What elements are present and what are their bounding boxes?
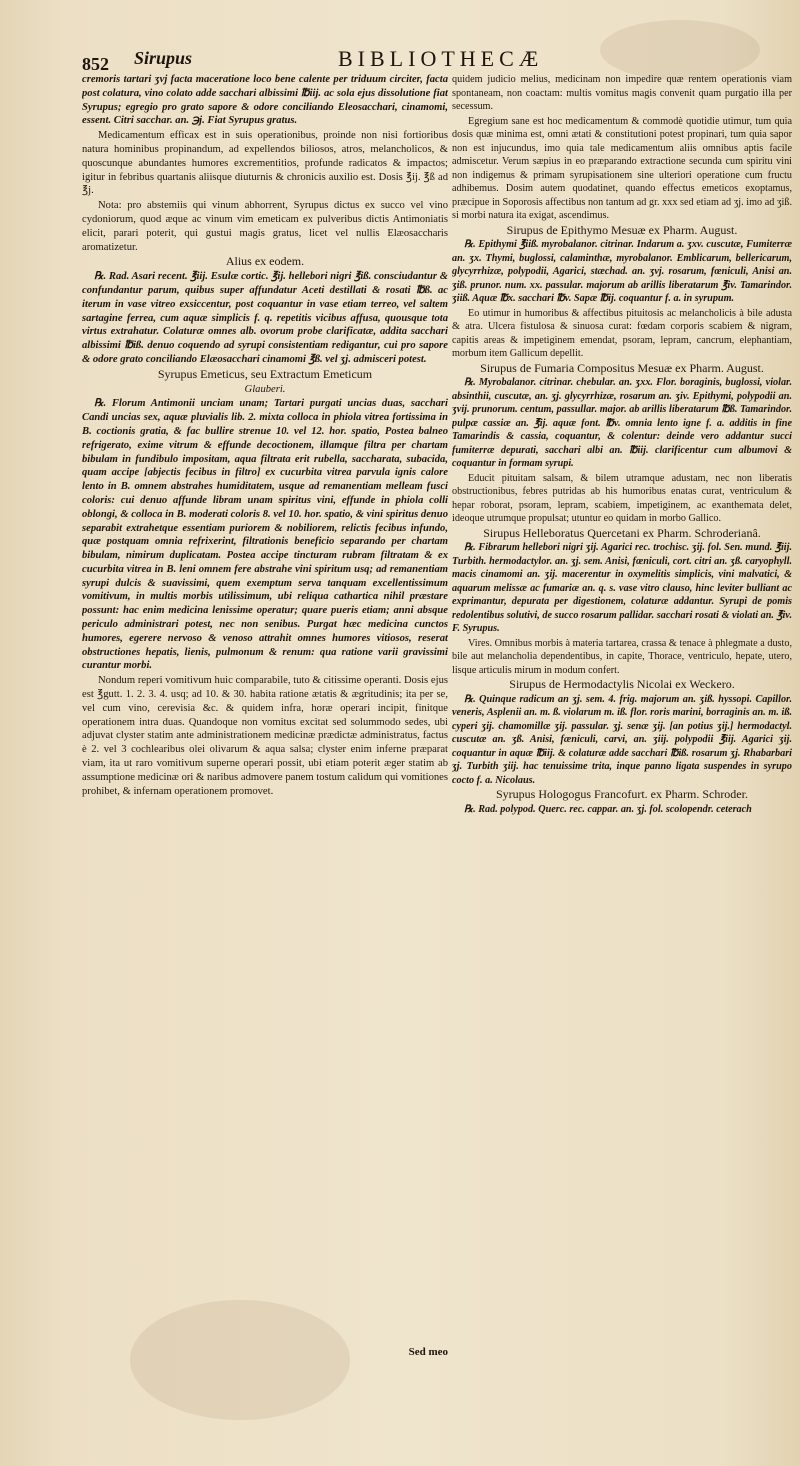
paragraph: Vires. Omnibus morbis à materia tartarea, crassa & tenace à phlegmate a dusto, bile aut melancholia dependentibus, in capite, Thorace, ventriculo, hepate, utero, lisque articulis mirum in modum confert.	[452, 637, 792, 676]
paragraph: ℞. Florum Antimonii unciam unam; Tartari purgati uncias duas, sacchari Candi uncias sex, aquæ pluvialis lib. 2. mixta colloca in phiola vitrea fortissima in B. coctionis gratia, & fac bullire strenue 10. vel 12. hor. spatio, Postea balneo refrigerato, exime vitrum & effunde decoctionem, illamque filtra per chartam bibulam in fundibulo impositam, aqua filtrata erit rubella, saccharata, subacida, quam accipe [abjectis fecibus in filtro] ex cucurbita vitrea parvula ignis calore lento in B. omnem abstrahes humiditatem, usque ad remanentiam melleam fusci coloris: cui denuo affunde libram unam spiritus vini, effunde in phiola colli oblongi, & colloca in B. moderati coloris 8. vel 10. hor. spatio, & vini spiritus denuo separabit extrahetque essentiam puriorem & nobiliorem, relictis fecibus infundo, quæ postquam omnia refrixerint, filtrationis beneficio separando per chartam bibulam, nimirum duplicatam. Postea accipe tincturam rubram filtratam & ex cucurbita vitrea in B. leni omnem fere abstrahe vini spiritum usq; ad remanentiam syrupi dulcis & suavissimi, quem exemptum serva tanquam excellentissimum vomitivum, in multis morbis utilissimum, ubi reliqua cathartica nihil præstare possunt: hac enim medicina lenissime operatur; quare pueris etiam; anni absque periculo administrari potest, nec non senibus. Purgat hæc medicina cunctos humores, egerere nervoso & venoso attrahit omnes humores vitiosos, reserat obstructiones hepatis, lienis, pulmonum & renum: qua ratione varii gravissimi curantur morbi.	[82, 398, 448, 672]
footer	[82, 1346, 448, 1358]
paragraph: Syrupus Hologogus Francofurt. ex Pharm. Schroder.	[496, 787, 748, 801]
left-column	[82, 73, 448, 1363]
paragraph: Educit pituitam salsam, & bilem utramque adustam, nec non liberatis obstructionibus, febres putridas ab his humoribus enatas curat, ventriculum & hepar roborat, psoram, lepram, scabiem, impetiginem, ac exanthemata delet, ideoque utrumque propulsat; utuntur eo quidam in morbo Gallico.	[452, 472, 792, 524]
paragraph: Sirupus de Epithymo Mesuæ ex Pharm. August.	[506, 222, 738, 237]
page-number: 852	[82, 54, 109, 74]
paragraph: quidem judicio melius, medicinam non impedire quæ rentem operationis viam spontaneam, non coactam: multis vomitus magis convenit quam purgatio illa per secessum.	[452, 74, 792, 112]
paragraph: Glauberi.	[244, 383, 286, 395]
paragraph: ℞. Rad. Asari recent. ℥iij. Esulæ cortic. ℥ij. hellebori nigri ℥iß. consciudantur & confundantur parum, quibus super affundatur Aceti destillati & rosati ℔ß. ac iterum in vase vitreo exsiccentur, post coquantur in vase etiam terreo, vel saltem sartagine ferrea, cum aquæ simplicis f. q. repetitis vicibus affusa, quousque tota virtus extrahatur. Colaturæ omnes alb. ovorum probe clarificatæ, addita sacchari albissimi ℔iß. denuo coquendo ad syrupi consistentiam redigantur, cui pro sapore & odore grato conciliando Elæosacchari cinamomi ℥ß. vel ʒj. admisceri potest.	[82, 271, 448, 365]
paragraph: Sirupus de Fumaria Compositus Mesuæ ex Pharm. August.	[480, 360, 764, 375]
paragraph: Alius ex eodem.	[225, 254, 305, 269]
paragraph: ℞. Quinque radicum an ʒj. sem. 4. frig. majorum an. ʒiß. hyssopi. Capillor. veneris, Asplenii an. m. ß. violarum m. iß. flor. roris marini, borraginis an. m. iß. cyperi ʒij. chamomillæ ʒij. passular. ʒj. senæ ʒij. [an potius ʒij.] hermodactyl. cuscutæ an. ʒß. Anisi, fæniculi, carvi, an. ʒiij. polypodii ℥iij. Agarici ʒij. coquantur in aquæ ℔iij. & colaturæ adde sacchari ℔iß. rosarum ʒj. Rhabarbari ʒj. Turbith ʒiij. hac tenuissime trita, inque panno ligata suspendes in syrupo cocto f. a. Nicolaus.	[452, 693, 792, 786]
paragraph: Nota: pro abstemiis qui vinum abhorrent, Syrupus dictus ex succo vel vino cydoniorum, quod æque ac vinum vim emeticam ex pulveribus dictis Antimoniatis elicit, parari poterit, qui gustui magis gratus, licet vel nullis Elæosaccharis aromatizetur.	[82, 200, 448, 253]
running-head: Sirupus	[134, 48, 193, 68]
paragraph: Eo utimur in humoribus & affectibus pituitosis ac melancholicis à bile adusta & atra. Ulcera fistulosa & sinuosa curat: fœdam corporis scabiem & nigram, capitis areas & impetiginem emendat, psoram, lepram, cancrum, elephantiam, morbum item Gallicum depellit.	[452, 307, 792, 359]
paragraph: Nondum reperi vomitivum huic comparabile, tuto & citissime operanti. Dosis ejus est ℥gutt. 1. 2. 3. 4. usq; ad 10. & 30. habita ratione ætatis & ægritudinis; ita per se, vel cum vino, cerevisia &c. & quidem infra, horæ operari incipit, finitque operationem intra duas. Quandoque non vomitus excitat sed solummodo sedes, ubi adjuvat clyster statim ante administrationem medicinæ prædictæ administratus, factus è 2. vel 3 cochlearibus olei olivarum & aqua salsa; clyster enim inferne præparat viam, ita ut raro vomitivum superne operari possit, ubi etiam poterit æger statim ab assumptione medicinæ ori & naribus admovere panem tostum calidum qui vomitiones prohibet, & infernam operationem promovet.	[82, 675, 448, 797]
paragraph: Egregium sane est hoc medicamentum & commodè quotidie utimur, tum quia dosis quæ minima est, omni ætati & constitutioni potest propinari, tum quia sapor non est injucundus, imo quia tale medicamentum aliis omnibus aptis facile admiscetur. Verum sæpius in eo præparando extractione secunda cum spiritu vini non indigemus & primam syrupisationem sine ulteriori operatione cum fructu adhibemus. Dosim autem quodatinet, quando effectus emeticos exoptamus, præcipue in Soporosis affectibus non tantum ad gr. xxx sed etiam ad ʒj. imo ad ʒiß. si morbi natura ita exigat, ascendimus.	[452, 115, 792, 221]
paragraph: ℞. Fibrarum hellebori nigri ʒij. Agarici rec. trochisc. ʒij. fol. Sen. mund. ℥iij. Turbith. hermodactylor. an. ʒj. sem. Anisi, fœniculi, cort. citri an. ʒß. caryophyll. macis cinamomi an. ʒij. macerentur in oxymelitis simplicis, vini malvatici, & aquarum melissæ ac fumariæ an. q. s. vase vitro clauso, hinc leviter bulliant ac exprimantur, depurata per digestionem, colaturæ addantur. Syrupi de pomis redolentibus solutivi, de succo rosarum pallidar. sacchari rosati & violati an. ℥iv. F. Syrupus.	[452, 542, 792, 634]
right-column	[452, 73, 792, 1363]
paragraph: Sirupus Helleboratus Quercetani ex Pharm. Schroderianâ.	[483, 525, 761, 540]
paragraph: Medicamentum efficax est in suis operationibus, proinde non nisi fortioribus natura hominibus propinandum, ad expellendos biliosos, atros, melancholicos, & quoscunque abundantes humores excrementitios, profunde radicatos & impactos; igitur in febribus quartanis aliisque diuturnis & chronicis auxilio est. Dosis ℥ij. ℥ß ad ℥j.	[82, 130, 448, 197]
paragraph: Syrupus Emeticus, seu Extractum Emeticum	[157, 366, 373, 381]
page-header	[82, 46, 782, 74]
page-title: BIBLIOTHECÆ	[338, 46, 544, 71]
catchword: Sed meo	[408, 1346, 448, 1358]
paragraph: Sirupus de Hermodactylis Nicolai ex Weckero.	[509, 677, 735, 691]
paragraph: ℞. Myrobalanor. citrinar. chebular. an. ʒxx. Flor. boraginis, buglossi, violar. absinthii, cuscutæ, an. ʒj. glycyrrhizæ, rosarum an. ʒiv. Epithymi, polypodii an. ʒvij. prunorum. centum, passullar. major. ab arillis liberatarum ℔ß. Tamarindor. pulpæ cassiæ an. ℥ij. aquæ font. ℔v. omnia lento igne f. a. additis in fine Tamarindis & cassia, coquantur, & colentur: deinde vero addantur succi fumiterræ depurati, sacchari albi an. ℔iij. clarificentur cum albumovi & coquantur in formam syrupi.	[452, 377, 792, 469]
paragraph: ℞. Rad. polypod. Querc. rec. cappar. an. ʒj. fol. scolopendr. ceterach	[464, 803, 752, 815]
paragraph: ℞. Epithymi ℥iiß. myrobalanor. citrinar. Indarum a. ʒxv. cuscutæ, Fumiterræ an. ʒx. Thymi, buglossi, calaminthæ, myrobalanor. Emblicarum, bellericarum, glycyrrhizæ, polypodii, Agarici, stæchad. an. ʒvj. rosarum, fœniculi, Anisi an. ʒiß. prunor. num. xx. passular. majorum ab arillis liberatarum ℥iv. Tamarindor. ʒiiß. Aquæ ℔x. sacchari ℔v. Sapæ ℔ij. coquantur f. a. in syrupum.	[452, 239, 792, 304]
paragraph: cremoris tartari ʒvj facta maceratione loco bene calente per triduum circiter, facta post colatura, vino colato adde sacchari albissimi ℔iij. ac sola ejus dissolutione fiat Syrupus; egregio pro grato sapore & odore conciliando Eleosacchari, cinamomi, essent. Citri sacchar. an. ℈j. Fiat Syrupus gratus.	[82, 74, 448, 127]
